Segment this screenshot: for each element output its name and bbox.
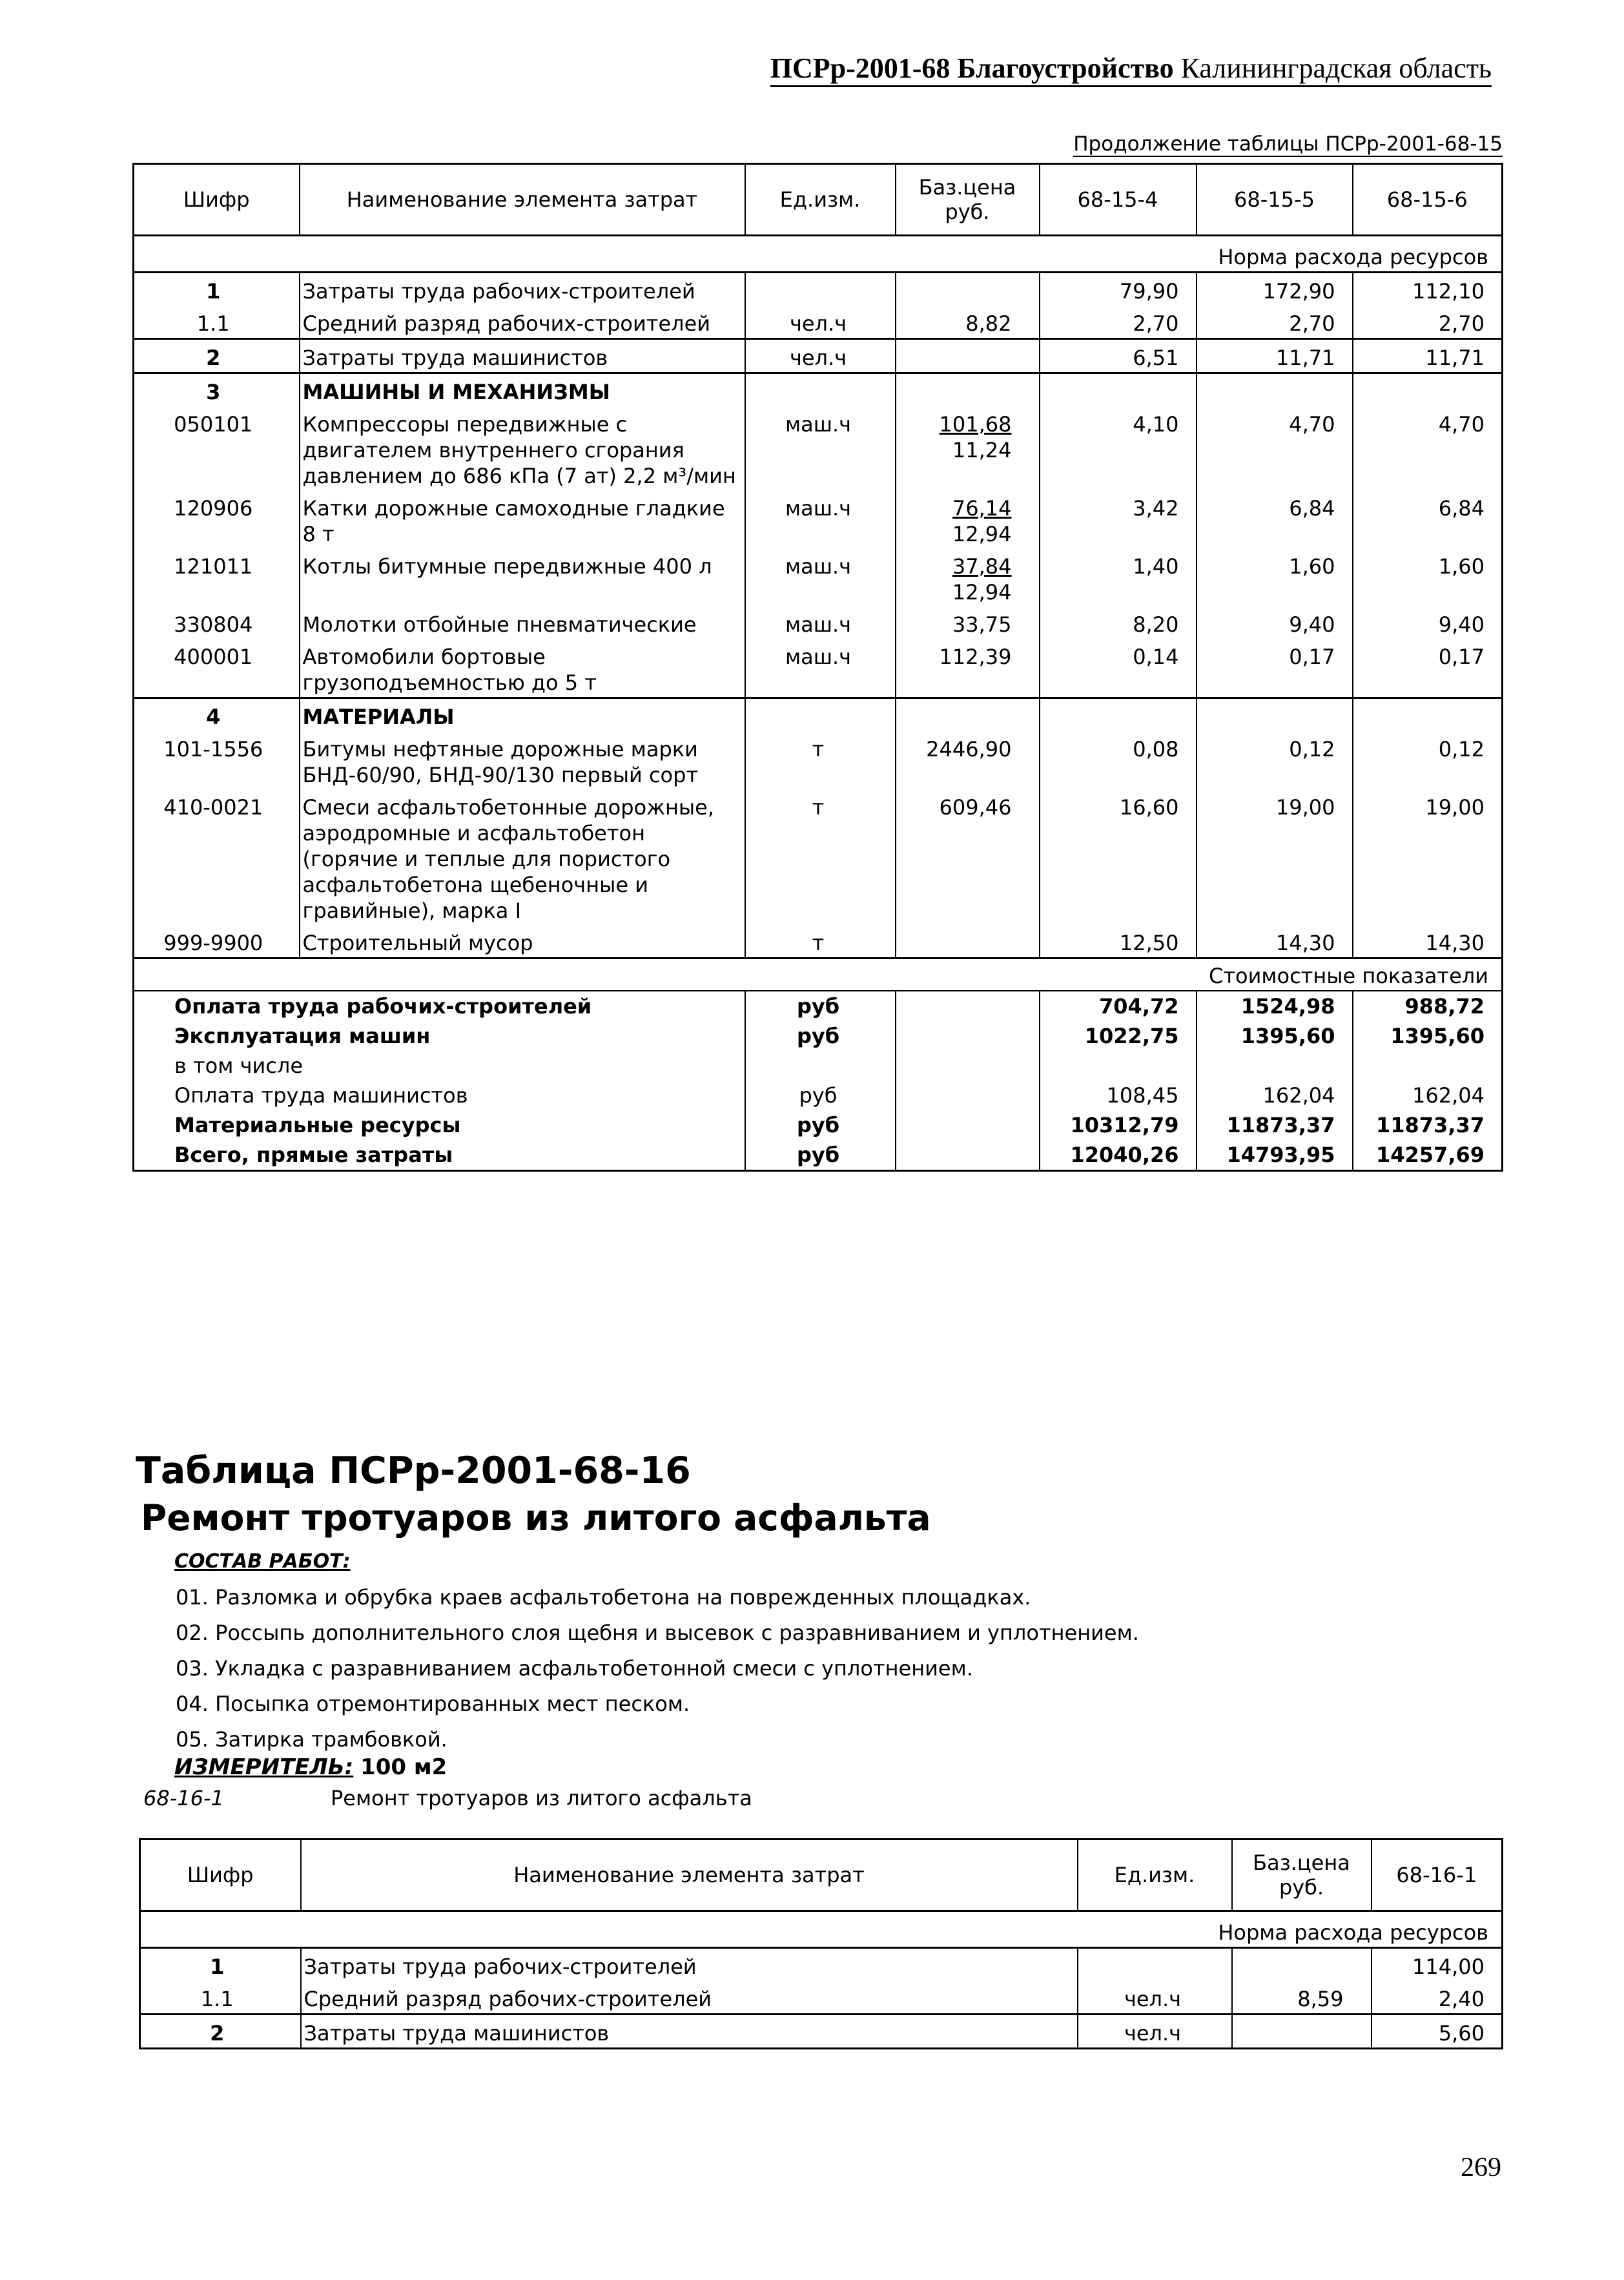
row-name: Котлы битумные передвижные 400 л: [300, 548, 745, 606]
summary-row: [134, 1140, 1503, 1171]
resource-table-68-15: [132, 163, 1503, 1172]
row-value-2: 6,84: [1197, 490, 1353, 548]
row-value-1: 0,14: [1040, 639, 1197, 698]
row-code: 121011: [174, 554, 253, 579]
col-header-name: Наименование элемента затрат: [300, 164, 745, 236]
summary-value-3: 11873,37: [1353, 1110, 1503, 1140]
row-unit: [745, 273, 896, 306]
summary-unit: руб: [745, 1140, 896, 1171]
row-value-2: 0,12: [1197, 731, 1353, 789]
row-code: 3: [134, 373, 300, 407]
row-price: [896, 490, 1040, 548]
section-subtitle: Ремонт тротуаров из литого асфальта: [141, 1497, 931, 1539]
norm-label: Норма расхода ресурсов: [134, 236, 1503, 273]
col-header-68-15-6: 68-15-6: [1353, 164, 1503, 236]
row-value-2: 2,70: [1197, 306, 1353, 339]
summary-name: Всего, прямые затраты: [174, 1143, 453, 1167]
row-value-3: 2,70: [1353, 306, 1503, 339]
cost-label: Стоимостные показатели: [134, 959, 1503, 991]
row-name: Затраты труда машинистов: [301, 2015, 1078, 2049]
row-unit: маш.ч: [745, 548, 896, 606]
row-code: 330804: [174, 612, 253, 637]
col-header-code: Шифр: [183, 187, 250, 212]
row-price: 2446,90: [896, 731, 1040, 789]
col-header-68-15-5: 68-15-5: [1197, 164, 1353, 236]
col-header-price: Баз.цена руб.: [1232, 1840, 1372, 1911]
row-unit: маш.ч: [745, 490, 896, 548]
row-unit: т: [745, 925, 896, 959]
table-row: [134, 306, 1503, 339]
row-price: 8,59: [1232, 1981, 1372, 2015]
summary-name: в том числе: [174, 1053, 303, 1078]
row-name: Компрессоры передвижные с двигателем внутреннего сгорания давлением до 686 кПа (7 ат) 2,2 м³/мин: [300, 406, 745, 490]
row-code: 400001: [174, 645, 253, 669]
summary-name: Эксплуатация машин: [174, 1024, 431, 1048]
summary-row: [134, 1110, 1503, 1140]
row-name: Автомобили бортовые грузоподъемностью до 5 т: [300, 639, 745, 698]
summary-value-2: 162,04: [1197, 1081, 1353, 1110]
row-value-1: 12,50: [1040, 925, 1197, 959]
row-unit: чел.ч: [745, 306, 896, 339]
code-line: [143, 1786, 752, 1810]
norm-label: Норма расхода ресурсов: [140, 1911, 1503, 1948]
row-unit: маш.ч: [745, 606, 896, 639]
row-value-3: 0,12: [1353, 731, 1503, 789]
row-value-2: 1,60: [1197, 548, 1353, 606]
summary-value-3: 14257,69: [1353, 1140, 1503, 1171]
page-header: [770, 52, 1492, 87]
row-value-1: 2,70: [1040, 306, 1197, 339]
row-value-3: 112,10: [1353, 273, 1503, 306]
row-value-1: 5,60: [1372, 2015, 1503, 2049]
row-value-1: 79,90: [1040, 273, 1197, 306]
works-label: СОСТАВ РАБОТ:: [174, 1550, 351, 1573]
row-value-2: 19,00: [1197, 789, 1353, 925]
row-price: [896, 406, 1040, 490]
row-value-1: 8,20: [1040, 606, 1197, 639]
col-header-price: Баз.цена руб.: [896, 164, 1040, 236]
summary-value-3: 1395,60: [1353, 1021, 1503, 1051]
table-row: [134, 490, 1503, 548]
table-header-row: [134, 164, 1503, 236]
col-header-unit: Ед.изм.: [1078, 1840, 1232, 1911]
table-row: [134, 925, 1503, 959]
row-code: 2: [134, 339, 300, 373]
col-header-name: Наименование элемента затрат: [301, 1840, 1078, 1911]
row-name: Катки дорожные самоходные гладкие 8 т: [300, 490, 745, 548]
row-unit: т: [745, 789, 896, 925]
price-top: 37,84: [952, 554, 1012, 579]
norm-row: [140, 1911, 1503, 1948]
table-header-row: [140, 1840, 1503, 1911]
table-row: [140, 1981, 1503, 2015]
row-value-1: 4,10: [1040, 406, 1197, 490]
row-name: Средний разряд рабочих-строителей: [301, 1981, 1078, 2015]
row-value-3: 4,70: [1353, 406, 1503, 490]
row-unit: чел.ч: [745, 339, 896, 373]
norm-code-desc: Ремонт тротуаров из литого асфальта: [331, 1786, 752, 1810]
norm-code: 68-16-1: [143, 1786, 224, 1810]
work-item: 01. Разломка и обрубка краев асфальтобетона на поврежденных площадках.: [176, 1585, 1031, 1610]
row-code: 1.1: [200, 1987, 234, 2011]
section-title: МАТЕРИАЛЫ: [300, 698, 745, 732]
section-row: [134, 698, 1503, 732]
row-code: 4: [134, 698, 300, 732]
summary-value-3: 162,04: [1353, 1081, 1503, 1110]
row-unit: чел.ч: [1078, 2015, 1232, 2049]
table-row: [134, 273, 1503, 306]
meter-line: [174, 1754, 447, 1780]
col-header-code: Шифр: [187, 1863, 254, 1887]
summary-value-2: 14793,95: [1197, 1140, 1353, 1171]
row-code: 120906: [174, 496, 253, 521]
row-value-3: 0,17: [1353, 639, 1503, 698]
work-item: 04. Посыпка отремонтированных мест песком.: [176, 1692, 690, 1716]
row-value-1: 0,08: [1040, 731, 1197, 789]
summary-value-3: 988,72: [1353, 991, 1503, 1021]
summary-row: [134, 1081, 1503, 1110]
row-price: 112,39: [896, 639, 1040, 698]
row-name: Молотки отбойные пневматические: [300, 606, 745, 639]
table-row: [134, 639, 1503, 698]
summary-unit: руб: [745, 1021, 896, 1051]
price-bottom: 12,94: [952, 522, 1012, 546]
works-list: [176, 1580, 1139, 1757]
row-value-2: 9,40: [1197, 606, 1353, 639]
row-value-3: 11,71: [1353, 339, 1503, 373]
summary-name: Материальные ресурсы: [174, 1113, 461, 1137]
summary-row: [134, 1051, 1503, 1081]
summary-value-2: 1524,98: [1197, 991, 1353, 1021]
row-value-3: 1,60: [1353, 548, 1503, 606]
row-value-2: 14,30: [1197, 925, 1353, 959]
price-bottom: 12,94: [952, 580, 1012, 605]
col-header-68-15-4: 68-15-4: [1040, 164, 1197, 236]
row-value-2: 11,71: [1197, 339, 1353, 373]
row-value-1: 6,51: [1040, 339, 1197, 373]
summary-value-1: 10312,79: [1040, 1110, 1197, 1140]
summary-value-1: 108,45: [1040, 1081, 1197, 1110]
cost-row: [134, 959, 1503, 991]
table-row: [134, 339, 1503, 373]
row-unit: маш.ч: [745, 639, 896, 698]
table-row: [134, 548, 1503, 606]
price-bottom: 11,24: [952, 438, 1012, 462]
summary-value-1: 704,72: [1040, 991, 1197, 1021]
row-name: Строительный мусор: [300, 925, 745, 959]
work-item: 05. Затирка трамбовкой.: [176, 1727, 447, 1752]
row-name: Затраты труда машинистов: [300, 339, 745, 373]
row-code: 1.1: [196, 311, 230, 336]
row-unit: чел.ч: [1078, 1981, 1232, 2015]
work-item: 02. Россыпь дополнительного слоя щебня и высевок с разравниванием и уплотнением.: [176, 1621, 1139, 1645]
row-name: Средний разряд рабочих-строителей: [300, 306, 745, 339]
summary-unit: руб: [745, 1081, 896, 1110]
row-value-2: 0,17: [1197, 639, 1353, 698]
price-top: 101,68: [939, 412, 1012, 437]
row-value-3: 6,84: [1353, 490, 1503, 548]
row-price: [896, 925, 1040, 959]
row-code: 999-9900: [163, 931, 263, 955]
section-title: Таблица ПСРр-2001-68-16: [136, 1449, 691, 1492]
header-region: Калининградская область: [1180, 52, 1492, 84]
row-price: [896, 273, 1040, 306]
col-header-68-16-1: 68-16-1: [1372, 1840, 1503, 1911]
table-row: [134, 406, 1503, 490]
row-code: 1: [210, 1954, 225, 1979]
meter-value: 100 м2: [360, 1754, 447, 1780]
resource-table-68-16: [139, 1838, 1503, 2049]
row-name: Затраты труда рабочих-строителей: [301, 1948, 1078, 1982]
row-code: 1: [206, 279, 221, 304]
row-price: [1232, 2015, 1372, 2049]
row-unit: маш.ч: [745, 406, 896, 490]
row-price: 8,82: [896, 306, 1040, 339]
row-code: 2: [140, 2015, 301, 2049]
row-value-2: 172,90: [1197, 273, 1353, 306]
row-code: 101-1556: [163, 737, 263, 762]
row-price: 33,75: [896, 606, 1040, 639]
summary-value-2: 11873,37: [1197, 1110, 1353, 1140]
summary-row: [134, 1021, 1503, 1051]
meter-label: ИЗМЕРИТЕЛЬ:: [174, 1754, 354, 1780]
table-row: [134, 789, 1503, 925]
section-row: [134, 373, 1503, 407]
row-value-1: 1,40: [1040, 548, 1197, 606]
summary-name: Оплата труда рабочих-строителей: [174, 994, 592, 1019]
page-number: 269: [1461, 2153, 1501, 2182]
row-unit: [1078, 1948, 1232, 1982]
summary-unit: руб: [745, 991, 896, 1021]
row-value-2: 4,70: [1197, 406, 1353, 490]
row-value-1: 16,60: [1040, 789, 1197, 925]
norm-row: [134, 236, 1503, 273]
row-price: 609,46: [896, 789, 1040, 925]
summary-unit: руб: [745, 1110, 896, 1140]
table-row: [140, 1948, 1503, 1982]
row-value-3: 9,40: [1353, 606, 1503, 639]
row-name: Смеси асфальтобетонные дорожные, аэродромные и асфальтобетон (горячие и теплые для пористого асфальтобетона щебеночные и гравийные), марка I: [300, 789, 745, 925]
row-code: 050101: [174, 412, 253, 437]
col-header-unit: Ед.изм.: [745, 164, 896, 236]
summary-value-1: 1022,75: [1040, 1021, 1197, 1051]
section-title: МАШИНЫ И МЕХАНИЗМЫ: [300, 373, 745, 407]
row-value-3: 19,00: [1353, 789, 1503, 925]
row-price: [896, 548, 1040, 606]
work-item: 03. Укладка с разравниванием асфальтобетонной смеси с уплотнением.: [176, 1656, 973, 1681]
row-value-1: 3,42: [1040, 490, 1197, 548]
row-value-3: 14,30: [1353, 925, 1503, 959]
row-code: 410-0021: [163, 795, 263, 820]
table-row: [134, 606, 1503, 639]
table-row: [140, 2015, 1503, 2049]
price-top: 76,14: [952, 496, 1012, 521]
row-value-1: 2,40: [1372, 1981, 1503, 2015]
row-name: Затраты труда рабочих-строителей: [300, 273, 745, 306]
table-row: [134, 731, 1503, 789]
row-name: Битумы нефтяные дорожные марки БНД-60/90, БНД-90/130 первый сорт: [300, 731, 745, 789]
header-code: ПСРр-2001-68 Благоустройство: [770, 52, 1174, 84]
summary-value-2: 1395,60: [1197, 1021, 1353, 1051]
continuation-note: Продолжение таблицы ПСРр-2001-68-15: [1073, 132, 1503, 156]
row-value-1: 114,00: [1372, 1948, 1503, 1982]
summary-name: Оплата труда машинистов: [174, 1083, 468, 1108]
row-price: [1232, 1948, 1372, 1982]
row-unit: т: [745, 731, 896, 789]
summary-value-1: 12040,26: [1040, 1140, 1197, 1171]
summary-row: [134, 991, 1503, 1021]
row-price: [896, 339, 1040, 373]
